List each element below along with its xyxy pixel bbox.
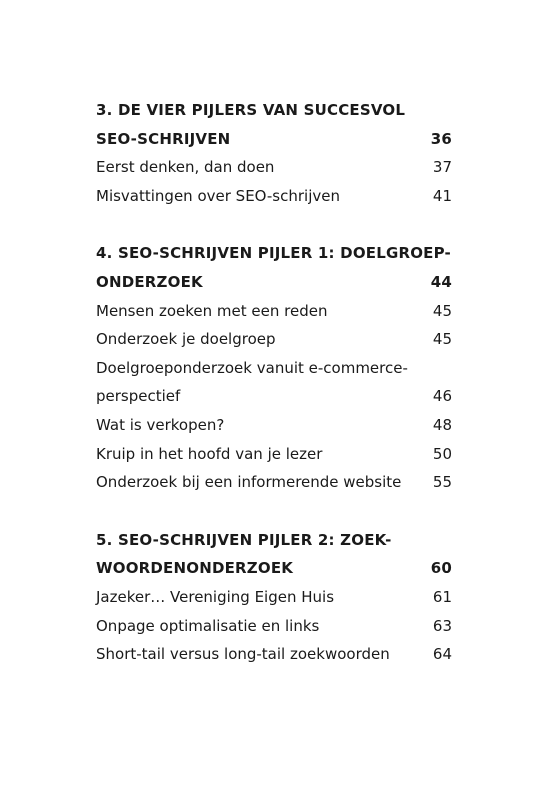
toc-entry [96, 468, 452, 497]
chapter-title: ONDERZOEK [96, 272, 203, 291]
page-number: 48 [432, 415, 452, 434]
entry-title: Doelgroeponderzoek vanuit e-commerce- [96, 358, 408, 377]
page-number: 46 [432, 387, 452, 406]
chapter-heading-continued [96, 125, 452, 154]
entry-title: Mensen zoeken met een reden [96, 301, 328, 320]
toc-entry [96, 153, 452, 182]
entry-title: Misvattingen over SEO-schrijven [96, 186, 340, 205]
entry-title: Onderzoek je doelgroep [96, 330, 276, 349]
toc-entry [96, 583, 452, 612]
page-number: 64 [432, 645, 452, 664]
chapter-section [96, 96, 452, 210]
chapter-title: 3. DE VIER PIJLERS VAN SUCCESVOL [96, 101, 406, 119]
toc-entry [96, 182, 452, 211]
chapter-heading-continued [96, 554, 452, 583]
page-number: 44 [430, 272, 452, 291]
chapter-heading [96, 96, 452, 125]
toc-entry [96, 640, 452, 669]
page-number: 55 [432, 473, 452, 492]
toc-entry [96, 325, 452, 354]
section-spacer [96, 210, 452, 239]
entry-title: perspectief [96, 387, 181, 406]
entry-title: Wat is verkopen? [96, 415, 225, 434]
chapter-heading [96, 526, 452, 555]
page-number: 36 [430, 129, 452, 148]
toc-entry-continued [96, 382, 452, 411]
page-number: 45 [432, 330, 452, 349]
toc-entry [96, 411, 452, 440]
entry-title: Jazeker… Vereniging Eigen Huis [96, 587, 335, 606]
page-number: 45 [432, 301, 452, 320]
entry-title: Short-tail versus long-tail zoekwoorden [96, 645, 390, 664]
toc-entry [96, 440, 452, 469]
chapter-section [96, 526, 452, 669]
page-number: 41 [432, 186, 452, 205]
page-number: 60 [430, 559, 452, 578]
chapter-heading [96, 239, 452, 268]
toc-entry [96, 297, 452, 326]
chapter-heading-continued [96, 268, 452, 297]
toc-entry [96, 612, 452, 641]
chapter-section [96, 239, 452, 496]
chapter-title: 4. SEO-SCHRIJVEN PIJLER 1: DOELGROEP- [96, 244, 451, 263]
chapter-title: 5. SEO-SCHRIJVEN PIJLER 2: ZOEK- [96, 530, 392, 549]
chapter-title: WOORDENONDERZOEK [96, 559, 294, 578]
table-of-contents [96, 96, 452, 669]
page-number: 61 [432, 587, 452, 606]
page-number: 50 [432, 444, 452, 463]
section-spacer [96, 497, 452, 526]
entry-title: Eerst denken, dan doen [96, 158, 275, 177]
page-number: 63 [432, 616, 452, 635]
entry-title: Onpage optimalisatie en links [96, 616, 320, 635]
toc-entry [96, 354, 452, 383]
chapter-title: SEO-SCHRIJVEN [96, 129, 231, 148]
entry-title: Kruip in het hoofd van je lezer [96, 444, 323, 463]
page-number: 37 [432, 158, 452, 177]
entry-title: Onderzoek bij een informerende website [96, 473, 402, 492]
